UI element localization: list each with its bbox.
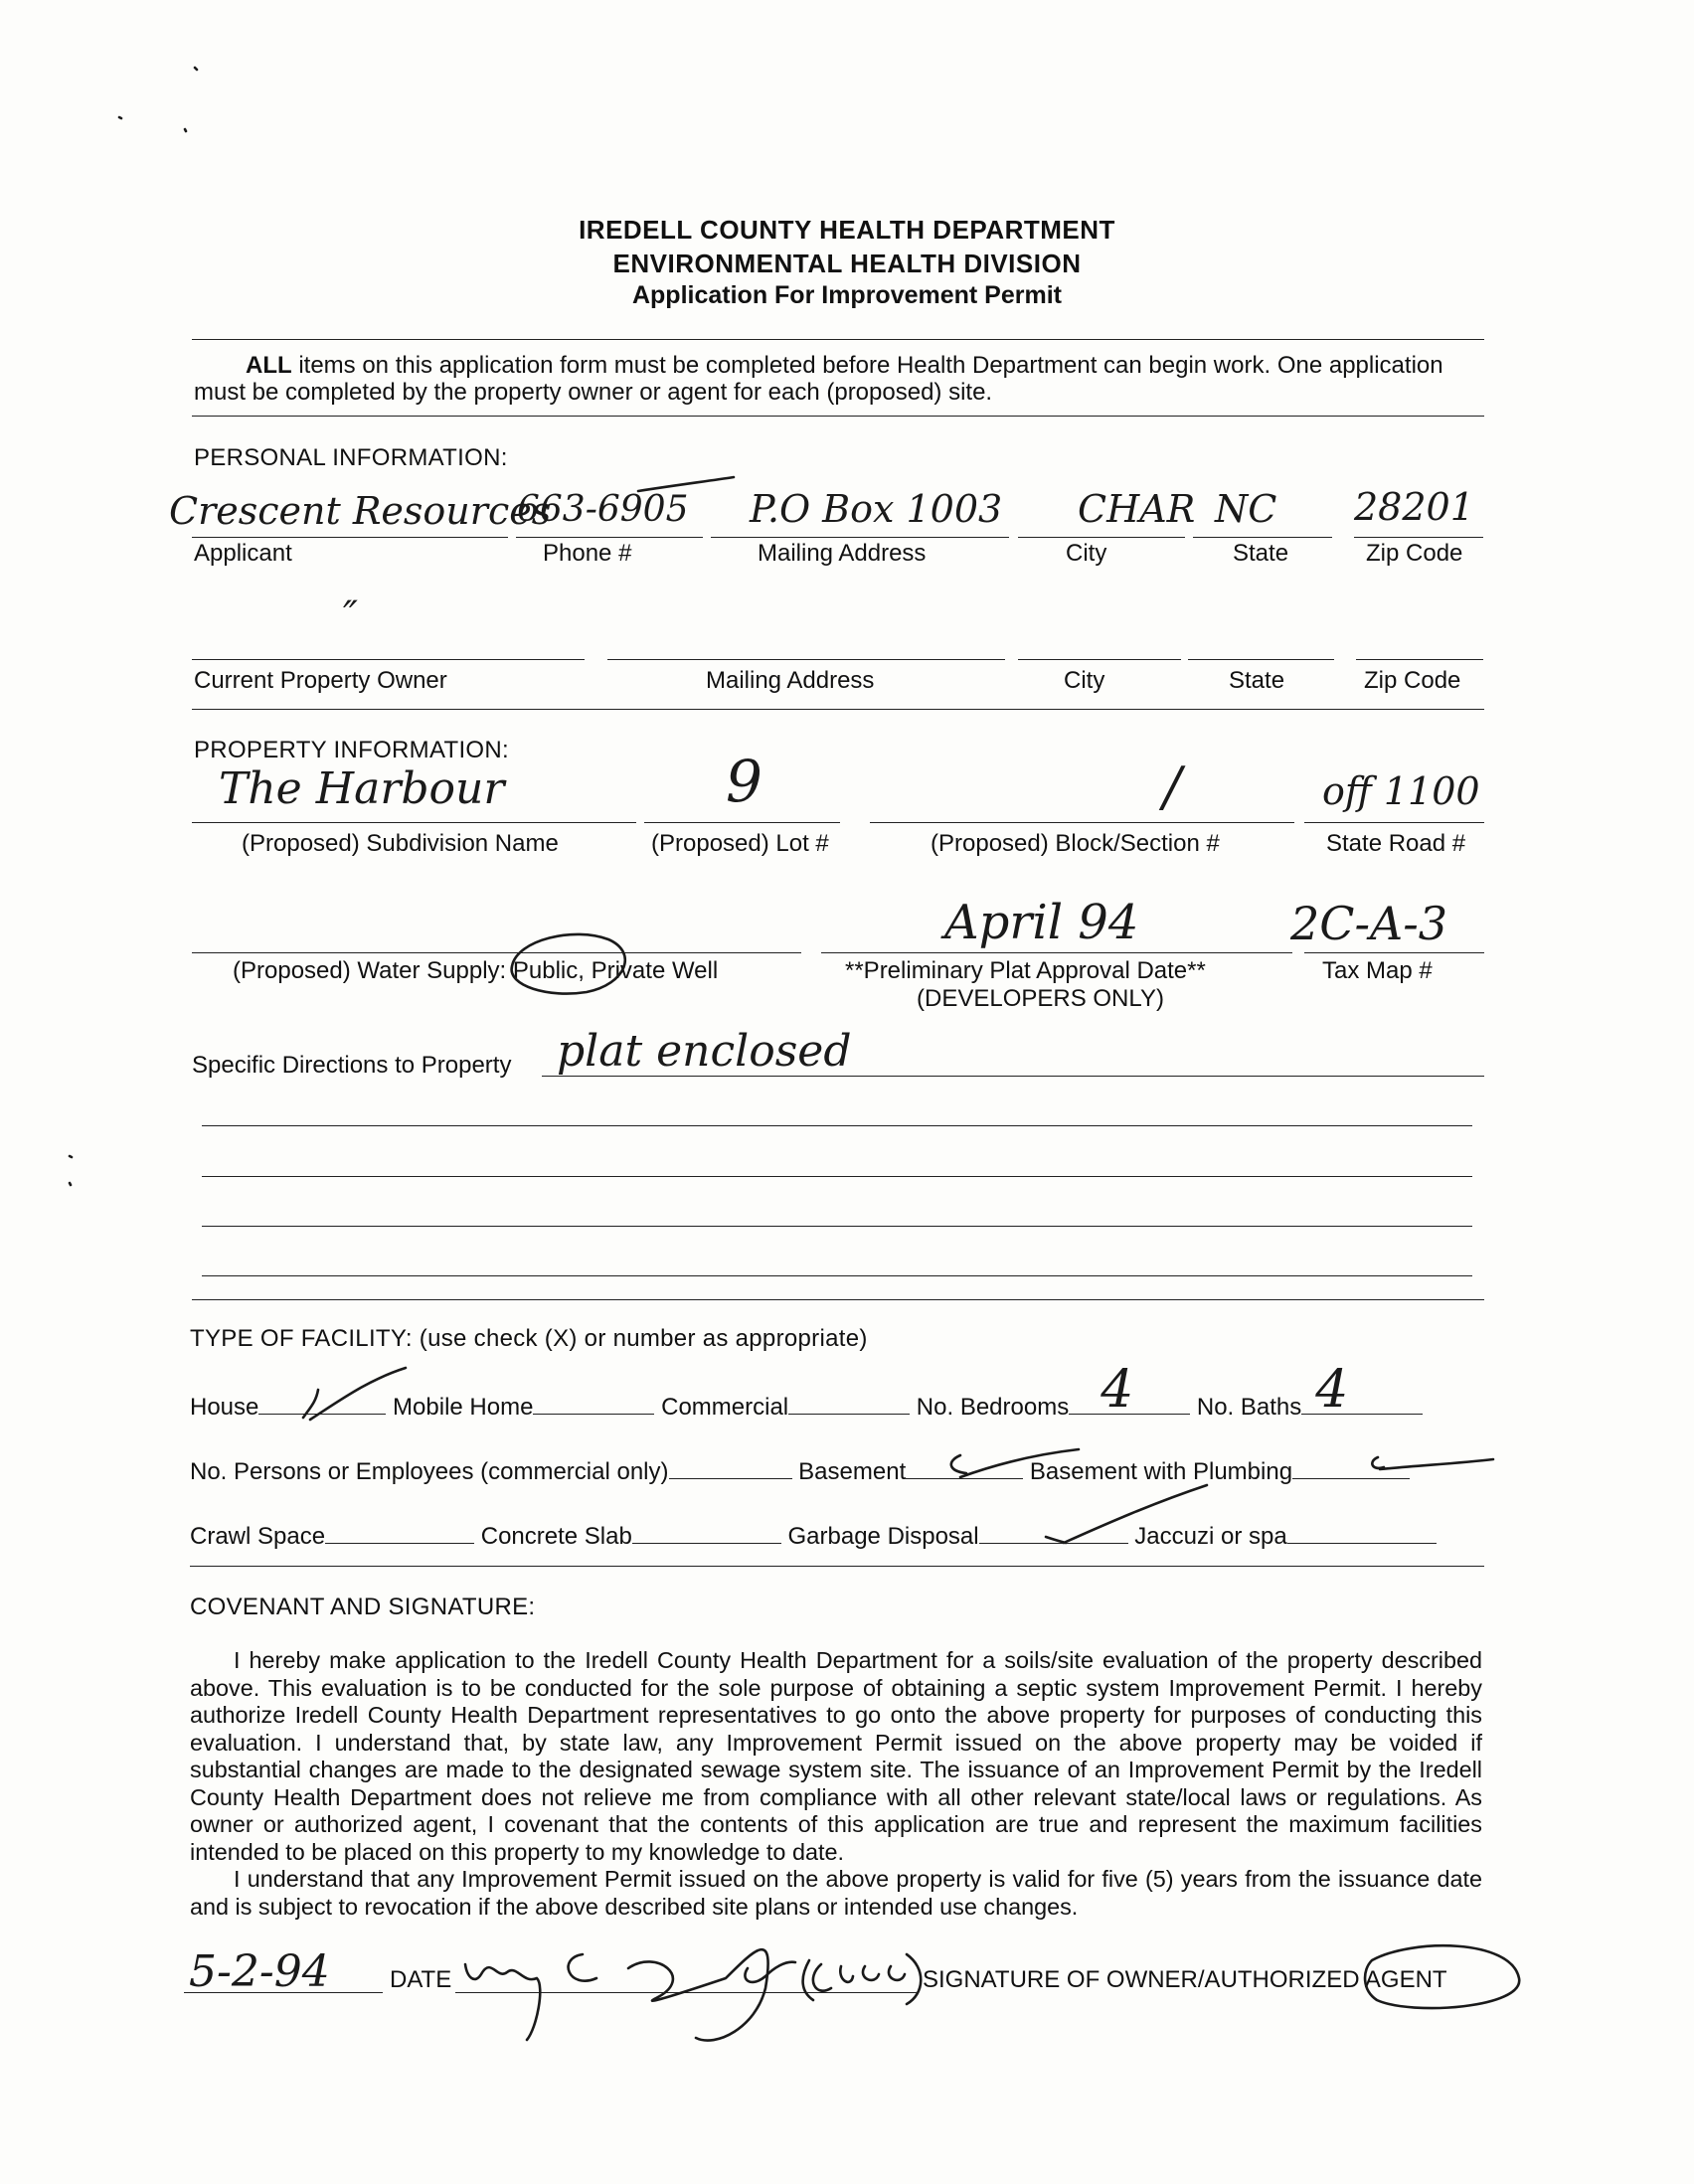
covenant-paragraph-1: I hereby make application to the Iredell County Health Department for a soils/site evaluation of the property described above. This evaluation is to be conducted for the sole purpose of obtaining a septic system Improvement Permit. I hereby authorize Iredell County Health Department representatives to go onto the above property for purposes of conducting this evaluation. I understand that, by state law, any Improvement Permit issued on the above property may be voided if substantial changes are made to the designated sewage system site. The issuance of an Improvement Permit by the Iredell County Health Department does not relieve me from compliance with all other relevant state/local laws or regulations. As owner or authorized agent, I covenant that the contents of this application are true and represent the maximum facilities intended to be placed on this property to my knowledge to date.: [190, 1647, 1482, 1865]
signature-label: SIGNATURE OF OWNER/AUTHORIZED AGENT: [923, 1966, 1447, 1993]
persons-label: No. Persons or Employees (commercial only): [190, 1458, 669, 1485]
public-circle-mark: [512, 934, 625, 994]
state-label: State: [1233, 540, 1289, 567]
covenant-heading: COVENANT AND SIGNATURE:: [190, 1594, 536, 1620]
concrete-slab-label: Concrete Slab: [480, 1523, 632, 1550]
applicant-zip-value: 28201: [1354, 485, 1474, 529]
cpss-initials: [813, 1964, 905, 1991]
plat-approval-label: **Preliminary Plat Approval Date**: [845, 957, 1206, 984]
city-label: City: [1066, 540, 1107, 567]
lot-value: 9: [726, 748, 762, 815]
covenant-paragraph-2: I understand that any Improvement Permit issued on the above property is valid for five (5) years from the issuance date and is subject to revocation if the above described site plans or intended use changes.: [190, 1866, 1482, 1920]
intro-line-1: ALL items on this application form must be completed before Health Department can begin work. One application: [246, 352, 1443, 379]
plat-date-value: April 94: [944, 895, 1139, 950]
basement-plumbing-label: Basement with Plumbing: [1029, 1458, 1293, 1485]
phone-flourish-mark: [638, 477, 734, 491]
disposal-check-mark: [1046, 1485, 1207, 1543]
bedrooms-label: No. Bedrooms: [916, 1394, 1070, 1421]
applicant-city-value: CHAR: [1078, 487, 1196, 531]
facility-heading: TYPE OF FACILITY: (use check (X) or number as appropriate): [190, 1325, 868, 1352]
phone-label: Phone #: [543, 540, 632, 567]
subdivision-label: (Proposed) Subdivision Name: [242, 830, 559, 857]
baths-value: 4: [1315, 1360, 1349, 1420]
house-label: House: [190, 1394, 259, 1421]
applicant-address-value: P.O Box 1003: [750, 487, 1003, 531]
state-road-label: State Road #: [1326, 830, 1466, 857]
commercial-label: Commercial: [661, 1394, 789, 1421]
cpss-parentheses: [803, 1954, 922, 2004]
applicant-state-value: NC: [1215, 487, 1277, 531]
mobile-home-label: Mobile Home: [393, 1394, 534, 1421]
owner-zip-label: Zip Code: [1364, 667, 1461, 694]
intro-line-2: must be completed by the property owner or agent for each (proposed) site.: [194, 379, 993, 406]
garbage-disposal-label: Garbage Disposal: [787, 1523, 979, 1550]
tax-map-label: Tax Map #: [1322, 957, 1433, 984]
zip-code-label: Zip Code: [1366, 540, 1463, 567]
mailing-address-label: Mailing Address: [758, 540, 927, 567]
scan-speck-marks: [70, 68, 197, 1185]
directions-value: plat enclosed: [557, 1026, 852, 1077]
applicant-label: Applicant: [194, 540, 292, 567]
owner-mailing-address-label: Mailing Address: [706, 667, 875, 694]
applicant-name-value: Crescent Resources: [169, 489, 552, 533]
block-value: /: [1163, 756, 1182, 818]
department-title: IREDELL COUNTY HEALTH DEPARTMENT: [579, 215, 1115, 245]
applicant-phone-value: 663-6905: [517, 489, 689, 530]
division-title: ENVIRONMENTAL HEALTH DIVISION: [612, 249, 1082, 278]
personal-info-heading: PERSONAL INFORMATION:: [194, 444, 508, 471]
signature-scribble: [465, 1949, 768, 2040]
plumbing-check-mark: [1372, 1457, 1493, 1469]
owner-city-label: City: [1064, 667, 1105, 694]
owner-state-label: State: [1229, 667, 1285, 694]
property-info-heading: PROPERTY INFORMATION:: [194, 737, 509, 763]
basement-label: Basement: [798, 1458, 907, 1485]
date-value: 5-2-94: [189, 1946, 330, 1997]
jacuzzi-label: Jaccuzi or spa: [1134, 1523, 1287, 1550]
block-label: (Proposed) Block/Section #: [931, 830, 1220, 857]
water-supply-label: (Proposed) Water Supply: Public, Private Well: [233, 957, 719, 984]
date-label: DATE: [390, 1966, 452, 1993]
baths-label: No. Baths: [1196, 1394, 1302, 1421]
developers-only-label: (DEVELOPERS ONLY): [917, 985, 1164, 1012]
tax-map-value: 2C-A-3: [1290, 897, 1448, 950]
signature-initials: [745, 1962, 795, 1982]
agent-circle-mark: [1365, 1945, 1519, 2008]
lot-label: (Proposed) Lot #: [651, 830, 829, 857]
crawl-space-label: Crawl Space: [190, 1523, 326, 1550]
subdivision-value: The Harbour: [219, 763, 505, 814]
current-owner-label: Current Property Owner: [194, 667, 447, 694]
bedrooms-value: 4: [1101, 1360, 1134, 1420]
owner-name-value: ″: [343, 593, 358, 639]
state-road-value: off 1100: [1322, 769, 1480, 813]
house-check-mark: [303, 1368, 406, 1420]
form-title: Application For Improvement Permit: [631, 281, 1062, 309]
directions-label: Specific Directions to Property: [192, 1052, 512, 1079]
basement-check-mark: [951, 1449, 1079, 1477]
